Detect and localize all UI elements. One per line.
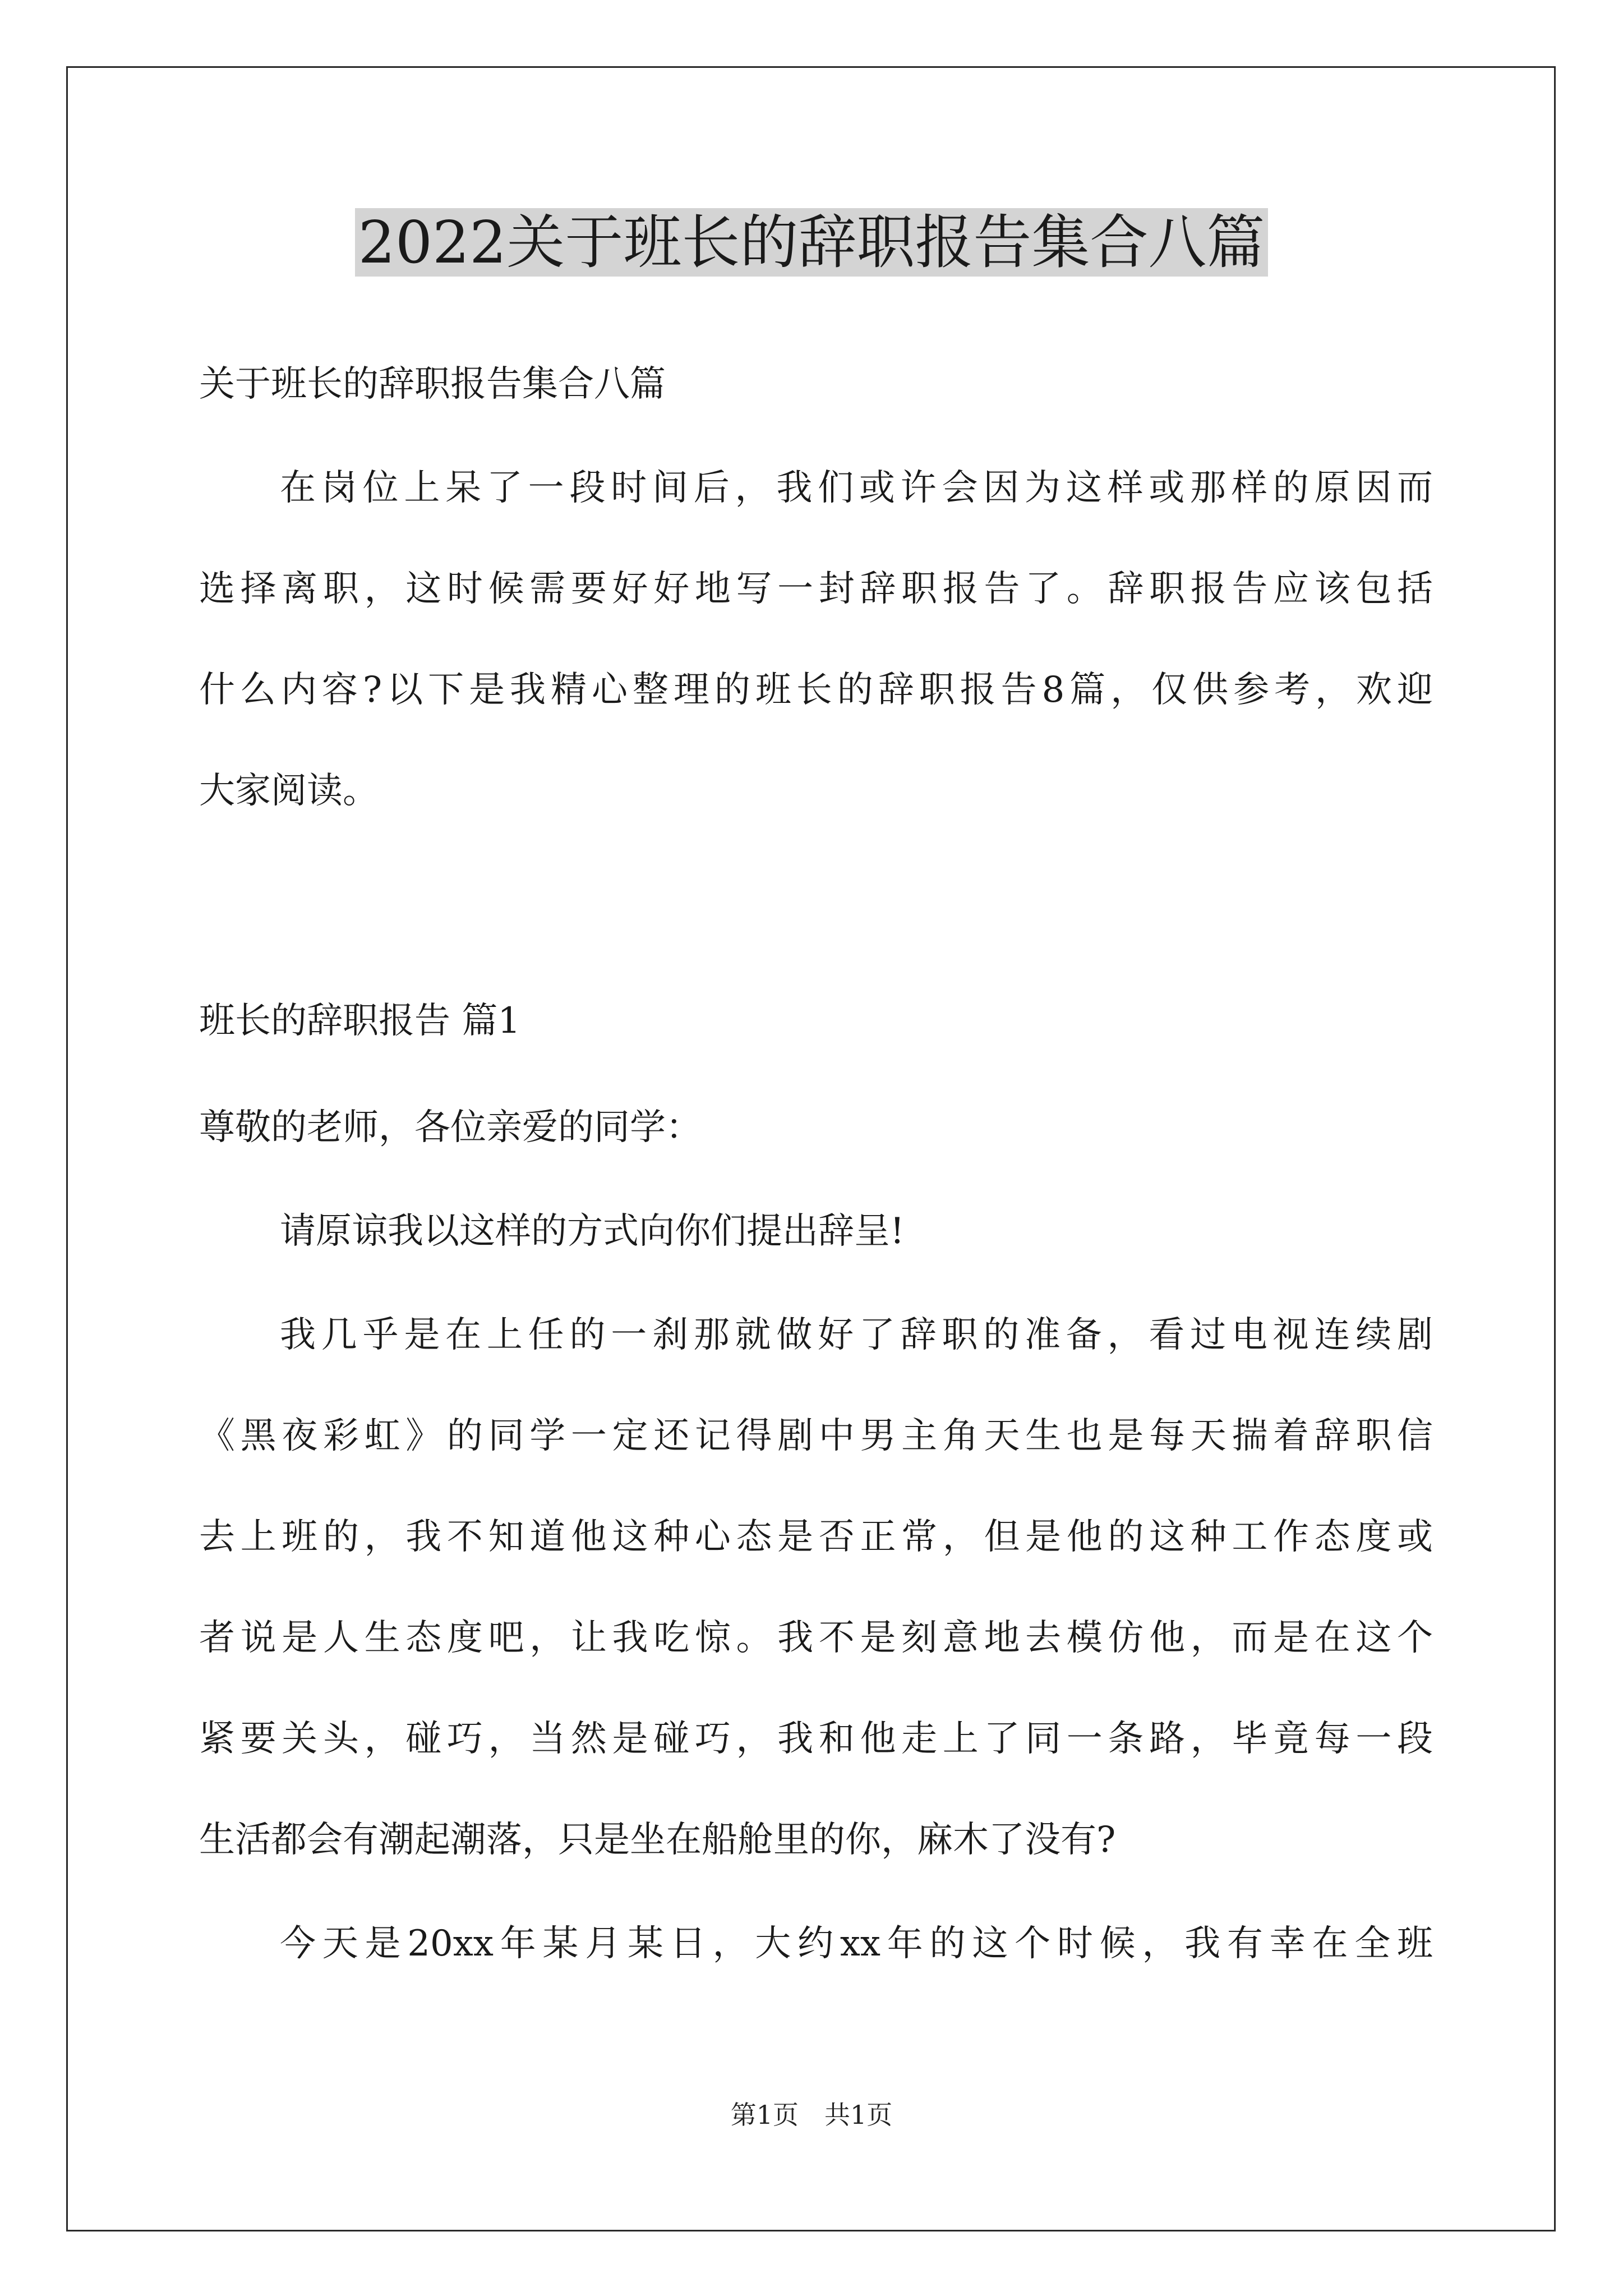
document-title-text: 2022关于班长的辞职报告集合八篇: [355, 208, 1269, 277]
paragraph-line: 去上班的，我不知道他这种心态是否正常，但是他的这种工作态度或: [199, 1516, 1433, 1558]
intro-line: 在岗位上呆了一段时间后，我们或许会因为这样或那样的原因而: [280, 467, 1433, 509]
paragraph-line: 者说是人生态度吧，让我吃惊。我不是刻意地去模仿他，而是在这个: [199, 1617, 1433, 1659]
paragraph-line: 《黑夜彩虹》的同学一定还记得剧中男主角天生也是每天揣着辞职信: [199, 1415, 1433, 1457]
intro-line: 选择离职，这时候需要好好地写一封辞职报告了。辞职报告应该包括: [199, 568, 1433, 610]
paragraph-line: 紧要关头，碰巧，当然是碰巧，我和他走上了同一条路，毕竟每一段: [199, 1718, 1433, 1760]
paragraph-line: 今天是20xx年某月某日，大约xx年的这个时候，我有幸在全班: [280, 1923, 1433, 1964]
section-heading: 班长的辞职报告 篇1: [199, 1000, 521, 1042]
salutation: 尊敬的老师，各位亲爱的同学：: [199, 1107, 702, 1148]
intro-line: 大家阅读。: [199, 770, 379, 812]
intro-line: 什么内容?以下是我精心整理的班长的辞职报告8篇，仅供参考，欢迎: [199, 669, 1433, 711]
paragraph-line: 生活都会有潮起潮落，只是坐在船舱里的你，麻木了没有?: [199, 1819, 1116, 1861]
page-footer: 第1页 共1页: [730, 2100, 893, 2130]
paragraph-line: 请原谅我以这样的方式向你们提出辞呈!: [280, 1211, 905, 1252]
subtitle: 关于班长的辞职报告集合八篇: [199, 364, 666, 405]
document-title: [0, 203, 1623, 282]
paragraph-line: 我几乎是在上任的一刹那就做好了辞职的准备，看过电视连续剧: [280, 1314, 1433, 1356]
